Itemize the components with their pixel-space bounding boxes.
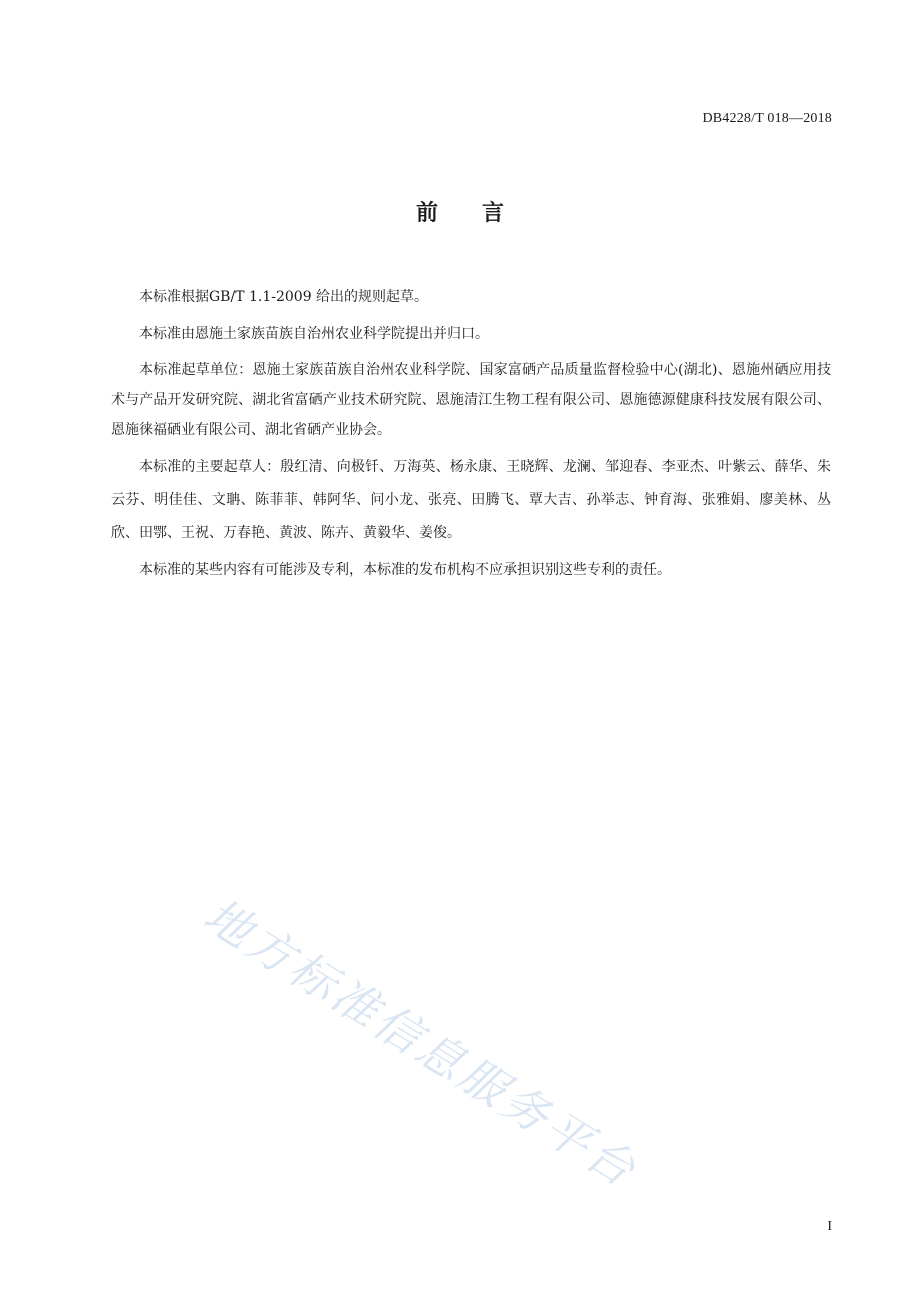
watermark: 地方标准信息服务平台 [194, 887, 648, 1199]
document-code: DB4228/T 018—2018 [702, 111, 832, 126]
foreword-body [111, 281, 831, 591]
page-number: I [827, 1219, 832, 1234]
paragraph-drafting-rules: 本标准根据GB/T 1.1-2009 给出的规则起草。 [139, 289, 429, 305]
paragraph-drafting-units: 本标准起草单位：恩施土家族苗族自治州农业科学院、国家富硒产品质量监督检验中心(湖北)、恩施州硒应用技术与产品开发研究院、湖北省富硒产业技术研究院、恩施清江生物工程有限公司、恩施德源健康科技发展有限公司、恩施徕福硒业有限公司、湖北省硒产业协会。 [111, 362, 831, 438]
paragraph-patent-notice: 本标准的某些内容有可能涉及专利，本标准的发布机构不应承担识别这些专利的责任。 [139, 562, 671, 578]
page-title: 前言 [415, 201, 548, 226]
paragraph-proposer: 本标准由恩施土家族苗族自治州农业科学院提出并归口。 [139, 326, 489, 342]
paragraph-drafters: 本标准的主要起草人：殷红清、向极钎、万海英、杨永康、王晓辉、龙澜、邹迎春、李亚杰、叶紫云、薛华、朱云芬、明佳佳、文聃、陈菲菲、韩阿华、问小龙、张亮、田腾飞、覃大吉、孙举志、钟育海、张雅娟、廖美林、丛欣、田鄂、王祝、万春艳、黄波、陈卉、黄毅华、姜俊。 [111, 459, 831, 541]
